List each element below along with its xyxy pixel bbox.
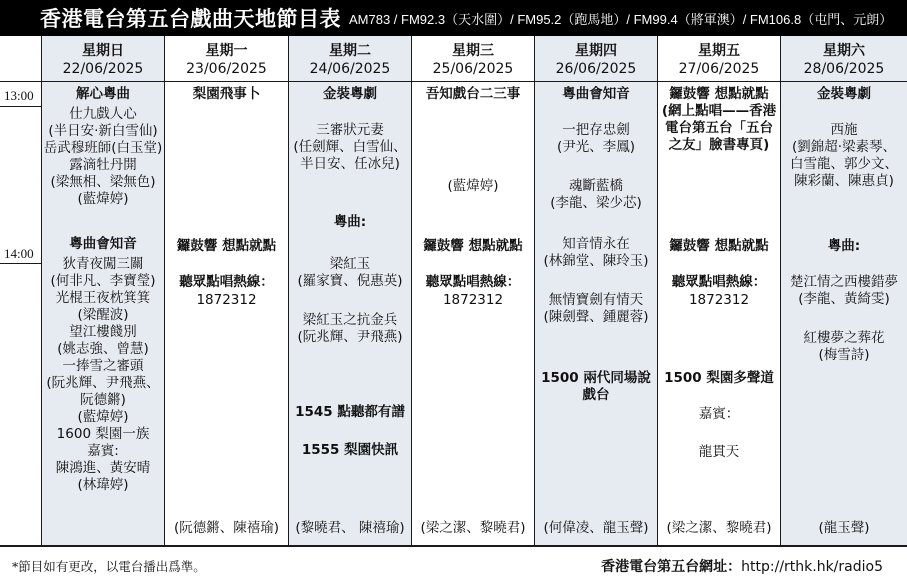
weekday-label: 星期六: [823, 43, 865, 59]
schedule-table: [0, 36, 907, 545]
day-column-saturday: [780, 36, 907, 545]
host-names: (龍玉聲): [818, 520, 870, 536]
day-column-monday: [164, 36, 288, 545]
weekday-label: 星期日: [82, 43, 124, 59]
date-label: 27/06/2025: [678, 61, 760, 77]
program-title: 1500 兩代同場說 戲台: [541, 370, 651, 403]
day-column-thursday: [534, 36, 657, 545]
day-column-friday: [657, 36, 780, 545]
host-names: (藍煒婷): [447, 178, 499, 194]
date-label: 28/06/2025: [803, 61, 885, 77]
hotline-label: 聽眾點唱熱線：: [671, 274, 767, 290]
program-details: 三審狀元妻 (任劍輝、白雪仙、 半日安、任冰兒): [293, 122, 407, 172]
section-label: 粵曲:: [827, 238, 861, 254]
day-column-tuesday: [288, 36, 411, 545]
time-label-1400: 14:00: [4, 246, 34, 261]
day-header: [658, 36, 780, 82]
program-title: 1500 梨園多聲道: [664, 370, 774, 386]
website-label: 香港電台第五台網址：: [601, 559, 742, 575]
program-details: 魂斷藍橋 (李龍、梁少芯): [550, 178, 642, 211]
weekday-label: 星期三: [452, 43, 494, 59]
program-title: 解心粵曲: [76, 86, 130, 102]
program-details: 梁紅玉 (羅家寶、倪惠英): [297, 256, 403, 289]
day-header: [165, 36, 288, 82]
program-details: 知音情永在 (林錦堂、陳玲玉): [543, 236, 649, 269]
host-names: (梁之潔、黎曉君): [666, 520, 772, 536]
time-label-1300: 13:00: [4, 88, 34, 103]
program-title: 1555 梨園快訊: [301, 442, 399, 458]
host-names: (何偉凌、龍玉聲): [543, 520, 649, 536]
date-label: 25/06/2025: [432, 61, 514, 77]
website-link[interactable]: http://rthk.hk/radio5: [741, 559, 883, 575]
weekday-label: 星期二: [329, 43, 371, 59]
hotline-number: 1872312: [442, 292, 504, 308]
weekday-label: 星期五: [698, 43, 740, 59]
section-label: 粵曲:: [333, 214, 367, 230]
program-title: 鑼鼓響 想點就點 (網上點唱——香港 電台第五台「五台 之友」臉書專頁): [661, 86, 777, 153]
page-title: 香港電台第五台戲曲天地節目表: [40, 7, 341, 31]
weekday-label: 星期一: [205, 43, 248, 59]
date-label: 23/06/2025: [186, 61, 267, 77]
time-column-header: [0, 36, 41, 82]
time-divider: [0, 106, 41, 107]
day-header: [42, 36, 164, 82]
program-title: 粵曲會知音: [562, 86, 630, 102]
hotline-number: 1872312: [688, 292, 750, 308]
disclaimer-note: *節目如有更改，以電台播出爲準。: [12, 559, 206, 574]
day-header: [289, 36, 411, 82]
program-details: 西施 (劉錦超‧梁素琴、 白雪龍、郭少文、 陳彩蘭、陳惠貞): [790, 122, 898, 189]
date-label: 26/06/2025: [555, 61, 637, 77]
program-title: 1545 點聽都有譜: [295, 404, 405, 420]
program-title: 吾知戲台二三事: [425, 86, 521, 102]
day-header: [412, 36, 534, 82]
program-details: 狄青夜闖三關 (何非凡、李寶瑩) 光棍王夜枕箕箕 (梁醒波) 望江樓餞別 (姚志強、曾慧) 一捧雪之審頭 (阮兆輝、尹飛燕、 阮德鏘) (藍煒婷) 1600 梨園一族 嘉賓: 陳鴻進、黃安晴 (林瑋婷): [46, 256, 160, 493]
program-details: 一把存忠劍 (尹光、李鳳): [556, 122, 636, 155]
footer: [0, 549, 907, 579]
hotline-number: 1872312: [196, 292, 257, 308]
day-header: [781, 36, 907, 82]
program-title: 粵曲會知音: [69, 236, 137, 252]
program-title: 鑼鼓響 想點就點: [176, 238, 277, 254]
program-title: 金裝粵劇: [323, 86, 377, 102]
frequency-list: AM783 / FM92.3（天水圍）/ FM95.2（跑馬地）/ FM99.4（將軍澳）/ FM106.8（屯門、元朗）: [349, 11, 893, 27]
date-label: 24/06/2025: [309, 61, 391, 77]
website-info: [601, 556, 883, 576]
day-column-sunday: [41, 36, 164, 545]
program-title: 鑼鼓響 想點就點: [669, 238, 769, 254]
program-title: 金裝粵劇: [817, 86, 871, 102]
title-bar: [0, 0, 907, 36]
guest-label: 嘉賓：: [698, 406, 740, 422]
program-details: 無情寶劍有情天 (陳劍聲、鍾麗蓉): [543, 292, 649, 325]
guest-name: 龍貫天: [698, 444, 740, 460]
day-column-wednesday: [411, 36, 534, 545]
program-title: 鑼鼓響 想點就點: [423, 238, 523, 254]
program-details: 楚江情之西樓錯夢 (李龍、黃綺雯): [790, 274, 898, 307]
program-details: 仕九戲人心 (半日安‧新白雪仙) 岳武穆班師(白玉堂) 露滴牡丹開 (梁無相、梁無色) (藍煒婷): [43, 106, 163, 207]
hotline-label: 聽眾點唱熱線：: [425, 274, 521, 290]
day-header: [535, 36, 657, 82]
hotline-label: 聽眾點唱熱線：: [179, 274, 274, 290]
date-label: 22/06/2025: [62, 61, 144, 77]
host-names: (阮德鏘、陳禧瑜): [173, 520, 280, 536]
program-details: 梁紅玉之抗金兵 (阮兆輝、尹飛燕): [297, 312, 403, 345]
host-names: (黎曉君、 陳禧瑜): [295, 520, 405, 536]
time-divider: [0, 263, 41, 264]
program-details: 紅樓夢之葬花 (梅雪詩): [803, 330, 885, 363]
program-title: 梨園飛事卜: [192, 86, 261, 102]
table-bottom-border: [0, 545, 907, 547]
host-names: (梁之潔、黎曉君): [420, 520, 526, 536]
weekday-label: 星期四: [575, 43, 617, 59]
time-column: [0, 36, 41, 545]
